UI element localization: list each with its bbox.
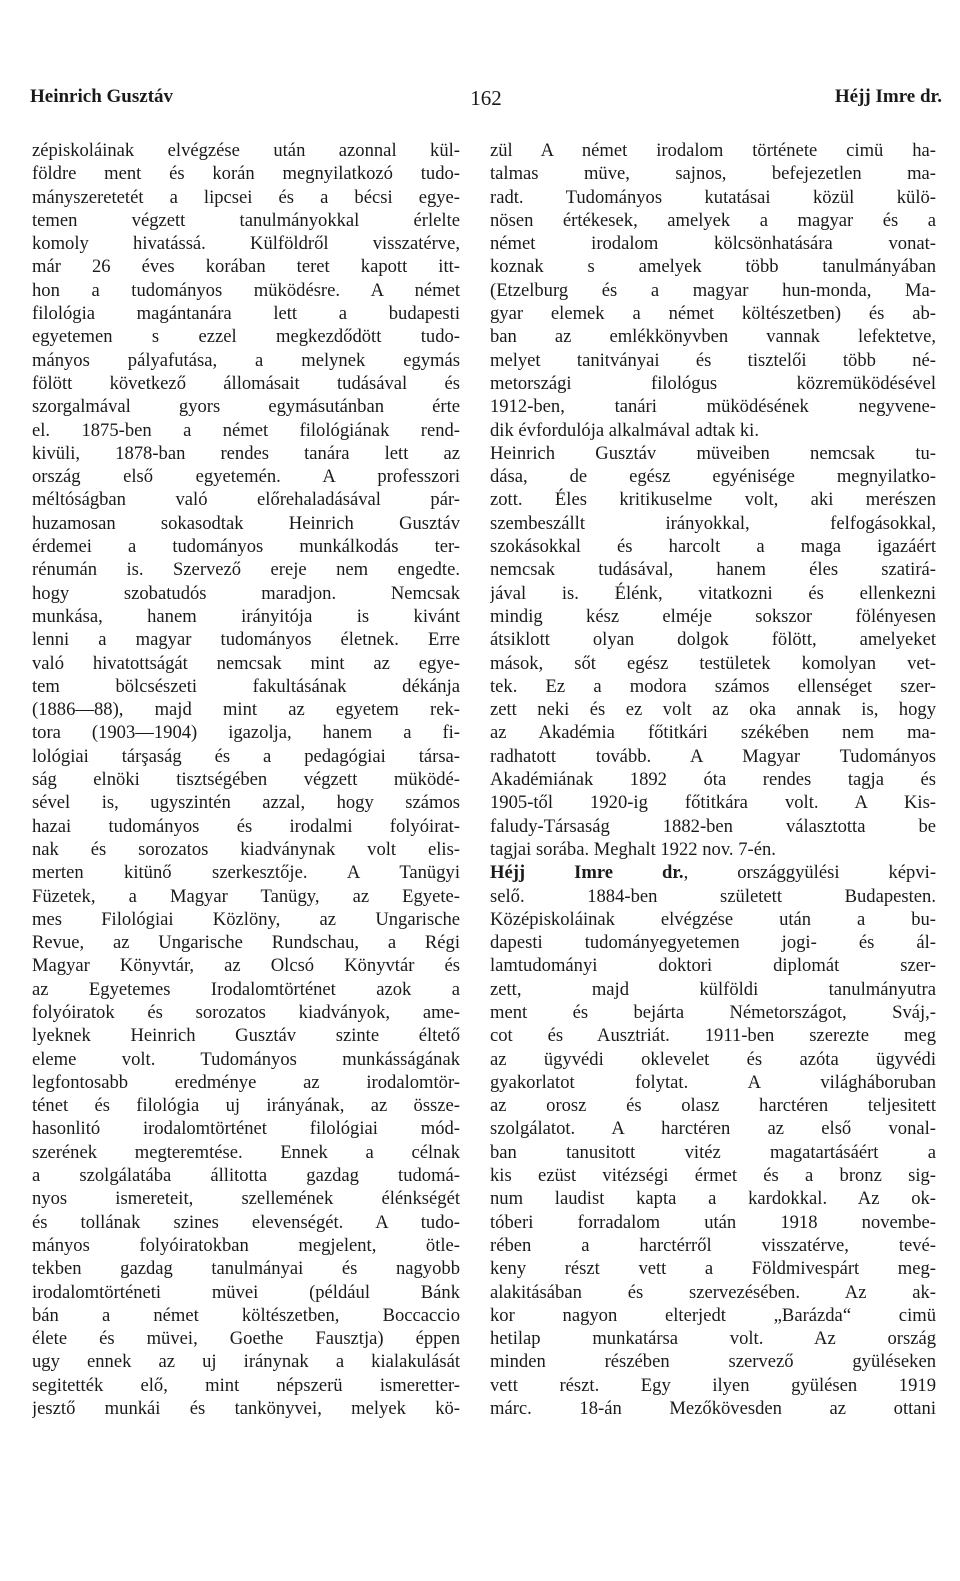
text-line: az orosz és olasz harctéren teljesitett [490,1095,936,1117]
text-line: mányszeretetét a lipcsei és a bécsi egye- [32,186,460,208]
text-line: ban tanusitott vitéz magatartásáért a [490,1141,936,1163]
text-line: vett részt. Egy ilyen gyülésen 1919 [490,1374,936,1396]
text-line: rénumán is. Szervező ereje nem engedte. [32,559,460,581]
text-line: dik évfordulója alkalmával adtak ki. [490,419,760,441]
left-column [32,139,460,1420]
text-line: hetilap munkatársa volt. Az ország [490,1328,936,1350]
text-line: keny részt vett a Földmivespárt meg- [490,1258,936,1280]
text-line: lamtudományi doktori diplomát szer- [490,955,936,977]
text-line: huzamosan sokasodtak Heinrich Gusztáv [32,512,460,534]
text-line: ment és bejárta Németországot, Sváj,- [490,1001,936,1023]
entry-heading: Héjj Imre dr. [490,862,684,884]
text-line: szokásokkal és harcolt a maga igazáért [490,536,936,558]
text-line: szolgálatot. A harctéren az első vonal- [490,1118,936,1140]
text-line: eleme volt. Tudományos munkásságának [32,1048,460,1070]
text-line: mányos folyóiratokban megjelent, ötle- [32,1234,460,1256]
text-line: zépiskoláinak elvégzése után azonnal kül- [32,140,460,161]
text-line: jesztő munkái és tankönyvei, melyek kö- [32,1398,460,1420]
text-line: Füzetek, a Magyar Tanügy, az Egyete- [32,885,460,907]
text-line: munkása, hanem irányitója is kivánt [32,605,460,627]
text-line: méltóságban való előrehaladásával pár- [32,489,460,511]
text-line: egyetemen s ezzel megkezdődött tudo- [32,326,460,348]
text-line: tóberi forradalom után 1918 novembe- [490,1211,936,1233]
text-line: Heinrich Gusztáv müveiben nemcsak tu- [490,442,936,464]
text-line: merten kitünő szerkesztője. A Tanügyi [32,862,460,884]
text-line: a szolgálatába állitotta gazdag tudomá- [32,1165,460,1187]
text-line: zett neki és ez volt az oka annak is, hogy [490,699,936,721]
text-line: lenni a magyar tudományos életnek. Erre [32,629,460,651]
text-line: zott. Éles kritikuselme volt, aki merészen [490,489,936,511]
text-line: radhatott tovább. A Magyar Tudományos [490,745,936,767]
text-line: faludy-Társaság 1882-ben választotta be [490,815,936,837]
text-line: és tollának szines elevenségét. A tudo- [32,1211,460,1233]
text-line: Akadémiának 1892 óta rendes tagja és [490,769,936,791]
text-line: mányos pályafutása, a melynek egymás [32,349,460,371]
text-line: Revue, az Ungarische Rundschau, a Régi [32,932,460,954]
text-line: (Etzelburg és a magyar hun-monda, Ma- [490,279,936,301]
text-line: komoly hivatássá. Külföldről visszatérve, [32,233,460,255]
text-line: már 26 éves korában teret kapott itt- [32,256,460,278]
text-line: ban az emlékkönyvben vannak lefektetve, [490,326,936,348]
text-line: lológiai tárşaság és a pedagógiai társa- [32,745,460,767]
text-line: ság elnöki tisztségében végzett müködé- [32,769,460,791]
text-line: fölött következő állomásait tudásával és [32,372,460,394]
text-line: kor nagyon elterjedt „Barázda“ cimü [490,1304,936,1326]
text-line: való hivatottságát nemcsak mint az egye- [32,652,460,674]
text-line: cot és Ausztriát. 1911-ben szerezte meg [490,1025,936,1047]
text-line: élete és müvei, Goethe Fausztja) éppen [32,1328,460,1350]
text-line: nyos ismereteit, szellemének élénkségét [32,1188,460,1210]
text-line: temen végzett tanulmányokkal érlelte [32,209,460,231]
text-line: num laudist kapta a kardokkal. Az ok- [490,1188,936,1210]
text-line: szerének megteremtése. Ennek a célnak [32,1141,460,1163]
text-line: mindig kész elméje sokszor fölényesen [490,605,936,627]
text-line: sével is, ugyszintén azzal, hogy számos [32,792,460,814]
text-line: ugy ennek az uj iránynak a kialakulását [32,1351,460,1373]
text-line: szorgalmával gyors egymásutánban érte [32,396,460,418]
text-line: mások, sőt egész testületek komolyan vet- [490,652,936,674]
text-line: irodalomtörténeti müvei (például Bánk [32,1281,460,1303]
text-line: nemcsak tudásával, hanem éles szatirá- [490,559,936,581]
text-line: folyóiratok és sorozatos kiadványok, ame- [32,1001,460,1023]
text-line: radt. Tudományos kutatásai közül külö- [490,186,936,208]
text-line: dása, de egész egyénisége megnyilatko- [490,466,936,488]
text-line: hogy szobatudós maradjon. Nemcsak [32,582,460,604]
text-line: metországi filológus közremüködésével [490,372,936,394]
text-line: talmas müve, sajnos, befejezetlen ma- [490,163,936,185]
text-line: tek. Ez a modora számos ellenséget szer- [490,675,936,697]
text-line: selő. 1884-ben született Budapesten. [490,885,936,907]
text-line: segitették elő, mint népszerü ismeretter- [32,1374,460,1396]
text-line: zett, majd külföldi tanulmányutra [490,978,936,1000]
text-line: tekben gazdag tanulmányai és nagyobb [32,1258,460,1280]
text-line: tem bölcsészeti fakultásának dékánja [32,675,460,697]
text-line: hon a tudományos müködésre. A német [32,279,460,301]
text-line: el. 1875-ben a német filológiának rend- [32,419,460,441]
text-line: koznak s amelyek több tanulmányában [490,256,936,278]
text-line: alakitásában és szervezésében. Az ak- [490,1281,936,1303]
text-line: nösen értékesek, amelyek a magyar és a [490,209,936,231]
text-line: ország első egyetemén. A professzori [32,466,460,488]
text-line: Magyar Könyvtár, az Olcsó Könyvtár és [32,955,460,977]
text-line: hazai tudományos és irodalmi folyóirat- [32,815,460,837]
text-line: zül A német irodalom története cimü ha- [490,140,936,161]
page-number: 162 [470,86,502,110]
text-line: hasonlitó irodalomtörténet filológiai mód- [32,1118,460,1140]
text-line: az ügyvédi oklevelet és azóta ügyvédi [490,1048,936,1070]
text-line: nak és sorozatos kiadványnak volt elis- [32,838,460,860]
right-column [490,139,936,1420]
text-line: tora (1903—1904) igazolja, hanem a fi- [32,722,460,744]
header-left-name: Heinrich Gusztáv [30,86,174,107]
text-line: tagjai sorába. Meghalt 1922 nov. 7-én. [490,838,776,860]
text-line: az Egyetemes Irodalomtörténet azok a [32,978,460,1000]
text-line: 1905-től 1920-ig főtitkára volt. A Kis- [490,792,936,814]
text-line: kis ezüst vitézségi érmet és a bronz sig- [490,1165,936,1187]
text-line: filológia magántanára lett a budapesti [32,303,460,325]
text-line: (1886—88), majd mint az egyetem rek- [32,699,460,721]
text-line: lyeknek Heinrich Gusztáv szinte éltető [32,1025,460,1047]
text-line: átsiklott olyan dolgok fölött, amelyeket [490,629,936,651]
text-line: minden részében szervező gyüléseken [490,1351,936,1373]
text-line: legfontosabb eredménye az irodalomtör- [32,1071,460,1093]
text-line: márc. 18-án Mezőkövesden az ottani [490,1398,936,1420]
text-line: földre ment és korán megnyilatkozó tudo- [32,163,460,185]
text-line: rében a harctérről visszatérve, tevé- [490,1234,936,1256]
header-right-name: Héjj Imre dr. [834,86,942,107]
text-line: bán a német költészetben, Boccaccio [32,1304,460,1326]
text-line: az Akadémia főtitkári székében nem ma- [490,722,936,744]
text-line: szembeszállt irányokkal, felfogásokkal, [490,512,936,534]
text-line: 1912-ben, tanári müködésének negyvene- [490,396,936,418]
running-header [30,86,942,116]
text-line: gyar elemek a német költészetben) és ab- [490,303,936,325]
text-line: érdemei a tudományos munkálkodás ter- [32,536,460,558]
text-line: német irodalom kölcsönhatására vonat- [490,233,936,255]
text-line: kivüli, 1878-ban rendes tanára lett az [32,442,460,464]
text-line: jával is. Élénk, vitatkozni és ellenkezni [490,582,936,604]
text-line: Héjj Imre dr., országgyülési képvi- [490,862,936,884]
text-line: mes Filológiai Közlöny, az Ungarische [32,908,460,930]
text-line: gyakorlatot folytat. A világháboruban [490,1071,936,1093]
text-line: Középiskoláinak elvégzése után a bu- [490,908,936,930]
text-line: ténet és filológia uj irányának, az össze- [32,1095,460,1117]
text-line: melyet tanitványai és tisztelői több né- [490,349,936,371]
text-line: dapesti tudományegyetemen jogi- és ál- [490,932,936,954]
